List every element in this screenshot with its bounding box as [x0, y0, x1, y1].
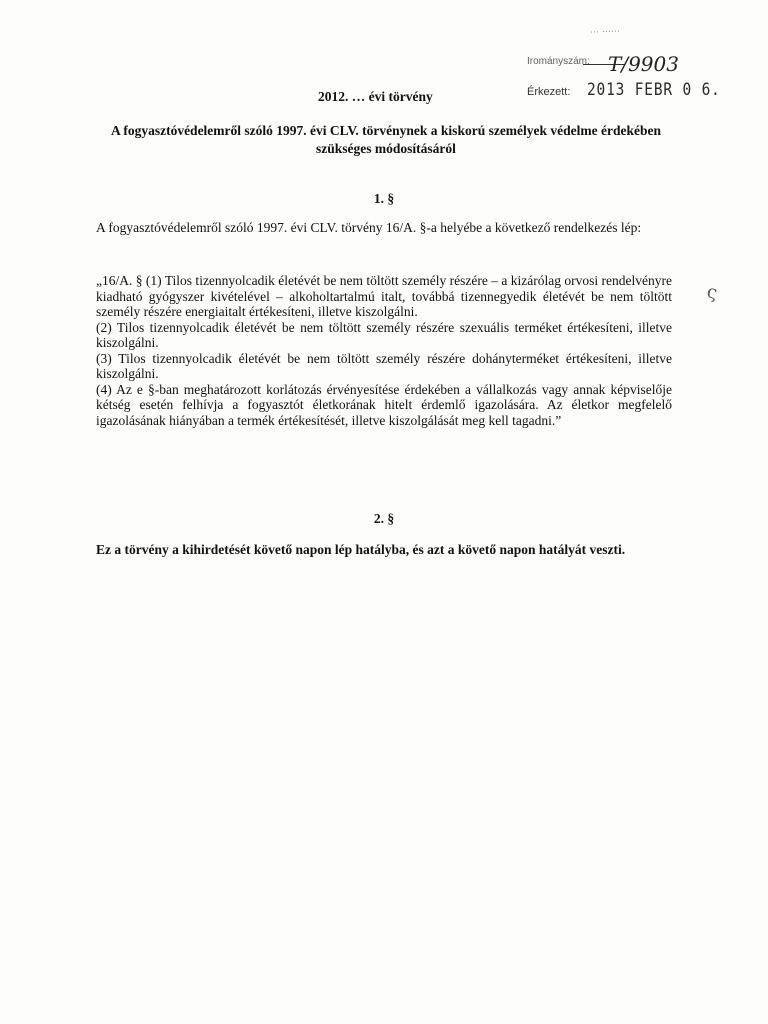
section-1-body [96, 273, 672, 428]
paragraph-2: (2) Tilos tizennyolcadik életévét be nem töltött személy részére szexuális terméket értékesíteni, illetve kiszolgálni. [96, 319, 672, 350]
margin-handwritten-mark: ς [705, 281, 719, 304]
received-label: Érkezett: [527, 86, 571, 98]
section-2-number: 2. § [373, 511, 395, 526]
paragraph-1: „16/A. § (1) Tilos tizennyolcadik életévét be nem töltött személy részére – a kizárólag orvosi rendelvényre kiadható gyógyszer kivételével – alkoholtartalmú italt, továbbá tizennegyedik életévét be nem töltött személy részére energiaitalt értékesíteni, illetve kiszolgálni. [96, 273, 672, 319]
stamp-top-line: ... ...... [589, 23, 621, 35]
received-date: 2013 FEBR 0 6. [587, 80, 721, 100]
document-title: A fogyasztóvédelemről szóló 1997. évi CLV. törvénynek a kiskorú személyek védelme érdekében szükséges módosításáról [110, 123, 662, 156]
registry-label: Irományszám: [527, 56, 590, 67]
law-header-title: 2012. … évi törvény [318, 89, 433, 104]
registry-number: T/9903 [608, 52, 679, 76]
paragraph-3: (3) Tilos tizennyolcadik életévét be nem töltött személy részére dohányterméket értékesíteni, illetve kiszolgálni. [96, 350, 672, 381]
section-1-number: 1. § [373, 191, 395, 206]
section-2-text: Ez a törvény a kihirdetését követő napon lép hatályba, és azt a követő napon hatályát veszti. [96, 542, 626, 557]
paragraph-4: (4) Az e §-ban meghatározott korlátozás érvényesítése érdekében a vállalkozás vagy annak képviselője kétség esetén felhívja a fogyasztót életkorának hitelt érdemlő igazolására. Az életkor megfelelő igazolásának hiányában a termék értékesítését, illetve kiszolgálását meg kell tagadni.” [96, 381, 672, 428]
section-1-intro: A fogyasztóvédelemről szóló 1997. évi CLV. törvény 16/A. §-a helyébe a következő rendelkezés lép: [96, 220, 642, 235]
